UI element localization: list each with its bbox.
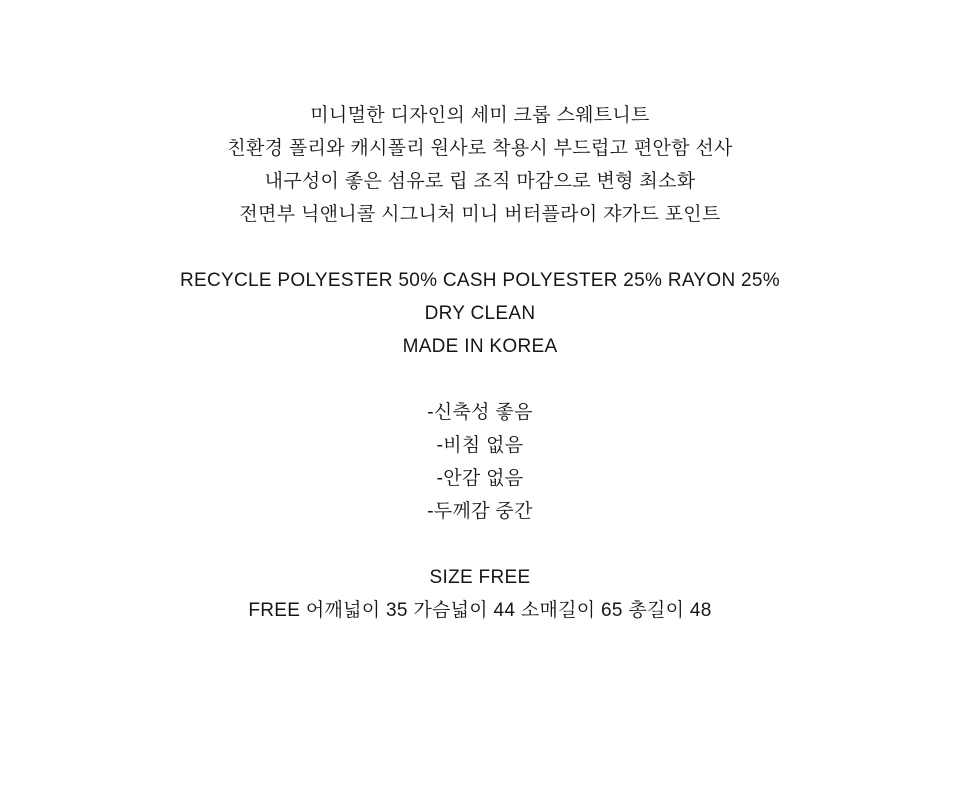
fabric-note-line: -두께감 중간 xyxy=(427,501,533,522)
fabric-note-line: -안감 없음 xyxy=(436,468,524,489)
fabric-notes-block xyxy=(0,396,960,528)
size-info-block xyxy=(0,561,960,627)
material-composition-line: RECYCLE POLYESTER 50% CASH POLYESTER 25% RAYON 25% xyxy=(180,270,780,291)
material-care-block xyxy=(0,264,960,363)
fabric-note-line: -신축성 좋음 xyxy=(427,402,533,423)
feature-line: 미니멀한 디자인의 세미 크롭 스웨트니트 xyxy=(310,105,650,126)
care-instruction-line: DRY CLEAN xyxy=(424,303,536,324)
origin-line: MADE IN KOREA xyxy=(402,336,558,357)
feature-line: 내구성이 좋은 섬유로 립 조직 마감으로 변형 최소화 xyxy=(264,171,696,192)
feature-line: 친환경 폴리와 캐시폴리 원사로 착용시 부드럽고 편안함 선사 xyxy=(227,138,733,159)
size-title-line: SIZE FREE xyxy=(429,567,531,588)
size-measurements-line: FREE 어깨넓이 35 가슴넓이 44 소매길이 65 총길이 48 xyxy=(248,600,712,621)
feature-line: 전면부 닉앤니콜 시그니처 미니 버터플라이 쟈가드 포인트 xyxy=(239,204,721,225)
feature-block xyxy=(0,99,960,231)
fabric-note-line: -비침 없음 xyxy=(436,435,524,456)
